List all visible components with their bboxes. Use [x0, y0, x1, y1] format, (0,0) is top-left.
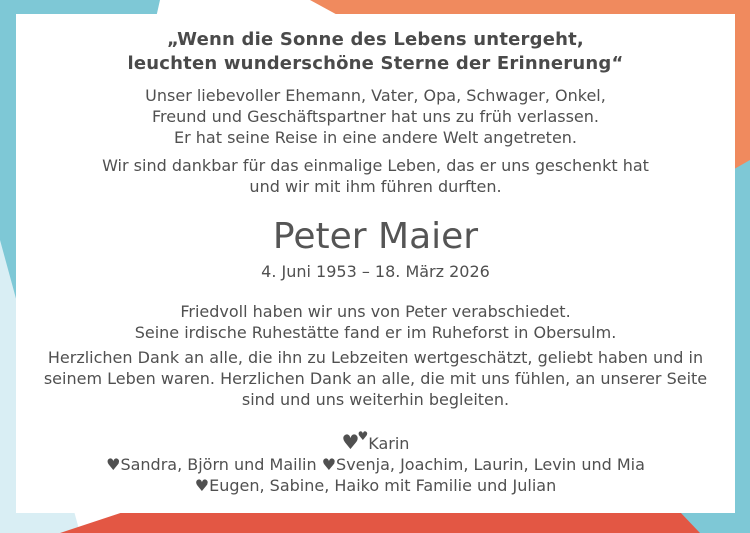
quote-line-2: leuchten wunderschöne Sterne der Erinnerung“ [127, 53, 624, 74]
obituary-card [16, 14, 735, 513]
intro-line-2: Freund und Geschäftspartner hat uns zu früh verlassen. [152, 107, 599, 126]
heart-icon: ♥ [106, 455, 121, 474]
signature-group-3: Eugen, Sabine, Haiko mit Familie und Julian [209, 476, 557, 495]
thanks-line-3: sind und uns weiterhin begleiten. [241, 390, 510, 409]
thanks-paragraph [16, 347, 735, 410]
heart-icon: ♥ [321, 455, 337, 474]
thanks-line-2: seinem Leben waren. Herzlichen Dank an alle, die mit uns fühlen, an unserer Seite [43, 369, 708, 388]
heart-icon: ♥ [341, 430, 360, 454]
signature-group-1: Sandra, Björn und Mailin [120, 455, 317, 474]
gratitude-paragraph [16, 155, 735, 197]
farewell-line-2: Seine irdische Ruhestätte fand er im Ruheforst in Obersulm. [134, 323, 617, 342]
intro-paragraph [16, 85, 735, 148]
intro-line-1: Unser liebevoller Ehemann, Vater, Opa, Schwager, Onkel, [145, 86, 606, 105]
signature-karin-name: Karin [368, 434, 410, 453]
gratitude-line-2: und wir mit ihm führen durften. [249, 177, 502, 196]
quote [16, 28, 735, 76]
farewell-paragraph [16, 301, 735, 343]
life-dates: 4. Juni 1953 – 18. März 2026 [261, 262, 490, 281]
deceased-name: Peter Maier [272, 216, 479, 257]
signature-row-2 [16, 475, 735, 496]
signatures [16, 426, 735, 496]
thanks-line-1: Herzlichen Dank an alle, die ihn zu Lebzeiten wertgeschätzt, geliebt haben und in [47, 348, 704, 367]
intro-line-3: Er hat seine Reise in eine andere Welt angetreten. [173, 128, 578, 147]
signature-row-1 [16, 454, 735, 475]
quote-line-1: „Wenn die Sonne des Lebens untergeht, [167, 29, 584, 50]
farewell-line-1: Friedvoll haben wir uns von Peter verabschiedet. [180, 302, 571, 321]
heart-icon: ♥ [194, 476, 210, 495]
signature-group-2: Svenja, Joachim, Laurin, Levin und Mia [336, 455, 645, 474]
signature-karin [16, 426, 735, 454]
heart-icon: ♥ [357, 429, 369, 443]
gratitude-line-1: Wir sind dankbar für das einmalige Leben, das er uns geschenkt hat [102, 156, 649, 175]
